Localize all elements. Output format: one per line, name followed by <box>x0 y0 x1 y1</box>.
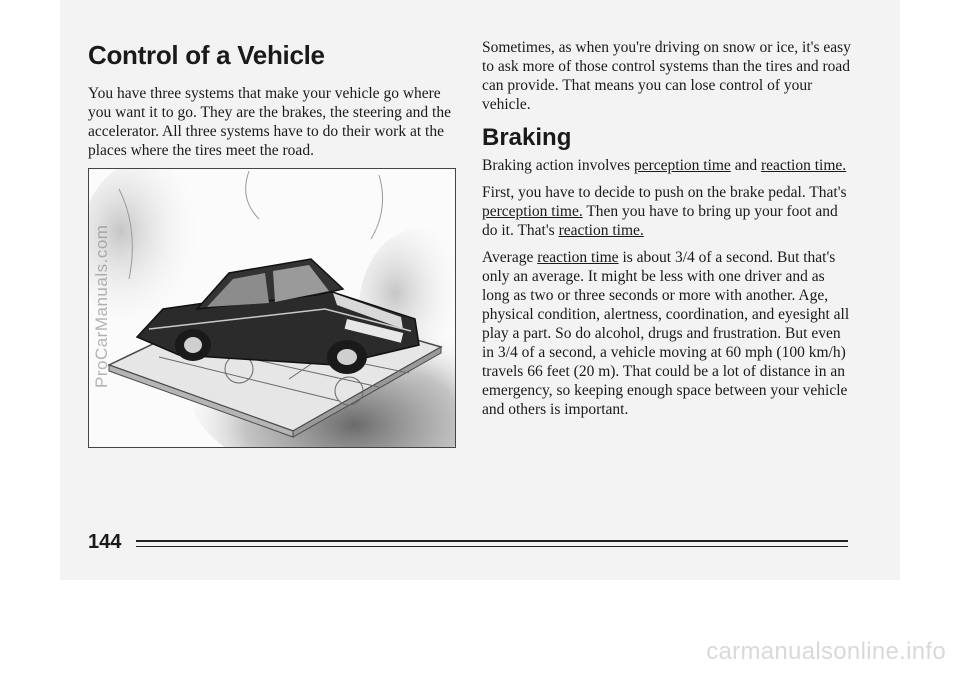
term-reaction-time: reaction time. <box>558 222 644 239</box>
text-span: Braking action involves <box>482 157 634 174</box>
term-reaction-time: reaction time. <box>760 157 847 174</box>
footer-rule-bottom <box>136 546 848 547</box>
paragraph-first-decide <box>482 183 856 240</box>
paragraph-snow-ice: Sometimes, as when you're driving on snow or ice, it's easy to ask more of those control systems than the tires and road can provide. That means you can lose control of your vehicle. <box>482 39 851 113</box>
term-reaction-time: reaction time <box>537 249 619 266</box>
heading-braking: Braking <box>482 124 572 151</box>
text-span: First, you have to decide to push on the brake pedal. That's <box>482 184 847 201</box>
paragraph-average-reaction <box>482 248 856 419</box>
watermark-text: ProCarManuals.com <box>92 224 111 388</box>
text-span: and <box>730 157 761 174</box>
braking-section <box>482 124 856 152</box>
section-title: Control of a Vehicle <box>88 40 325 70</box>
braking-paragraphs <box>482 156 856 419</box>
footer-rule-top <box>136 540 848 542</box>
car-on-road-drawing <box>89 169 455 447</box>
text-span: Average <box>482 249 538 266</box>
paragraph-braking-action <box>482 156 856 175</box>
term-perception-time: perception time <box>633 157 731 174</box>
page-number: 144 <box>88 531 122 553</box>
text-span: Then you have to bring up your foot and do it. That's <box>482 203 838 239</box>
site-watermark: carmanualsonline.info <box>706 638 946 665</box>
intro-paragraph: You have three systems that make your vehicle go where you want it to go. They are the brakes, the steering and the accelerator. All three systems have to do their work at the places where the tires meet the road. <box>88 85 451 159</box>
vehicle-illustration <box>88 168 456 448</box>
term-perception-time: perception time. <box>482 203 583 220</box>
right-column <box>482 38 856 114</box>
text-span: is about 3/4 of a second. But that's only an average. It might be less with one driver and as long as two or three seconds or more with another. Age, physical condition, alertness, coordination, and eyesight all play a part. So do alcohol, drugs and frustration. But even in 3/4 of a second, a vehicle moving at 60 mph (100 km/h) travels 66 feet (20 m). That could be a lot of distance in an emergency, so keeping enough space between your vehicle and others is important. <box>482 249 850 418</box>
